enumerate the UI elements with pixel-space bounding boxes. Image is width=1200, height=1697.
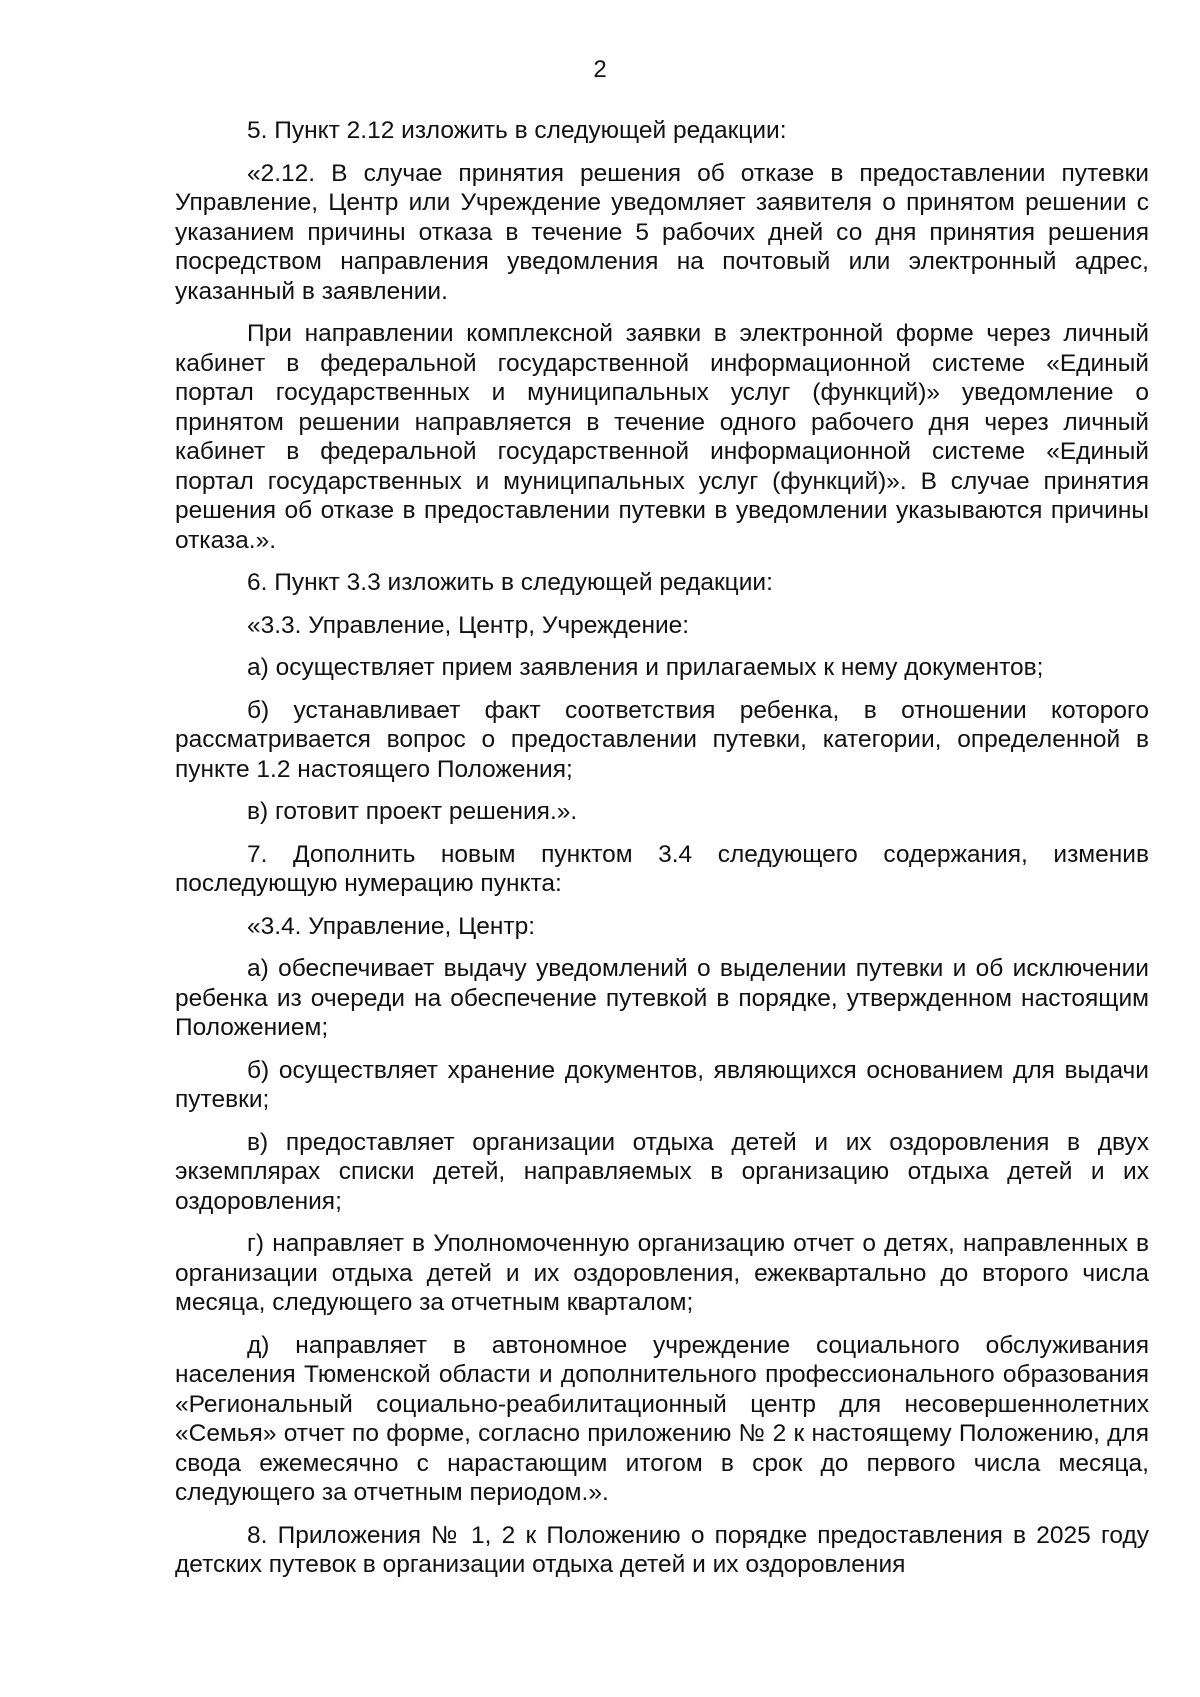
paragraph-3-4-g: г) направляет в Уполномоченную организацию отчет о детях, направленных в организации отдыха детей и их оздоровления, ежеквартально до второго числа месяца, следующего за отчетным кварталом; (175, 1230, 1149, 1316)
paragraph-electronic-request: При направлении комплексной заявки в электронной форме через личный кабинет в федеральной государственной информационной системе «Единый портал государственных и муниципальных услуг (функций)» уведомление о принятом решении направляется в течение одного рабочего дня через личный кабинет в федеральной государственной информационной системе «Единый портал государственных и муниципальных услуг (функций)». В случае принятия решения об отказе в предоставлении путевки в уведомлении указываются причины отказа.». (175, 320, 1149, 554)
paragraph-item-8-heading: 8. Приложения № 1, 2 к Положению о порядке предоставления в 2025 году детских путевок в организации отдыха детей и их оздоровления (175, 1521, 1149, 1578)
paragraph-3-3-heading: «3.3. Управление, Центр, Учреждение: (247, 611, 690, 639)
paragraph-3-4-v: в) предоставляет организации отдыха детей и их оздоровления в двух экземплярах списки детей, направляемых в организацию отдыха детей и их оздоровления; (175, 1128, 1149, 1215)
paragraph-3-3-a: а) осуществляет прием заявления и прилагаемых к нему документов; (247, 654, 1044, 681)
document-body (175, 116, 1149, 1593)
paragraph-2-12-text: «2.12. В случае принятия решения об отказе в предоставлении путевки Управление, Центр или Учреждение уведомляет заявителя о принятом решении с указанием причины отказа в течение 5 рабочих дней со дня принятия решения посредством направления уведомления на почтовый или электронный адрес, указанный в заявлении. (175, 159, 1149, 305)
paragraph-3-4-b: б) осуществляет хранение документов, являющихся основанием для выдачи путевки; (175, 1056, 1149, 1113)
paragraph-item-5-heading: 5. Пункт 2.12 изложить в следующей редакции: (247, 117, 787, 144)
paragraph-3-4-heading: «3.4. Управление, Центр: (247, 912, 536, 940)
paragraph-3-4-a: а) обеспечивает выдачу уведомлений о выделении путевки и об исключении ребенка из очереди на обеспечение путевкой в порядке, утвержденном настоящим Положением; (175, 955, 1149, 1041)
page-number: 2 (593, 56, 607, 83)
paragraph-item-7-heading: 7. Дополнить новым пунктом 3.4 следующего содержания, изменив последующую нумерацию пункта: (175, 840, 1149, 897)
paragraph-3-3-v: в) готовит проект решения.». (247, 798, 578, 825)
paragraph-3-4-d: д) направляет в автономное учреждение социального обслуживания населения Тюменской области и дополнительного профессионального образования «Региональный социально-реабилитационный центр для несовершеннолетних «Семья» отчет по форме, согласно приложению № 2 к настоящему Положению, для свода ежемесячно с нарастающим итогом в срок до первого числа месяца, следующего за отчетным периодом.». (175, 1331, 1149, 1506)
paragraph-3-3-b: б) устанавливает факт соответствия ребенка, в отношении которого рассматривается вопрос о предоставлении путевки, категории, определенной в пункте 1.2 настоящего Положения; (175, 696, 1149, 783)
paragraph-item-6-heading: 6. Пункт 3.3 изложить в следующей редакции: (247, 569, 773, 596)
